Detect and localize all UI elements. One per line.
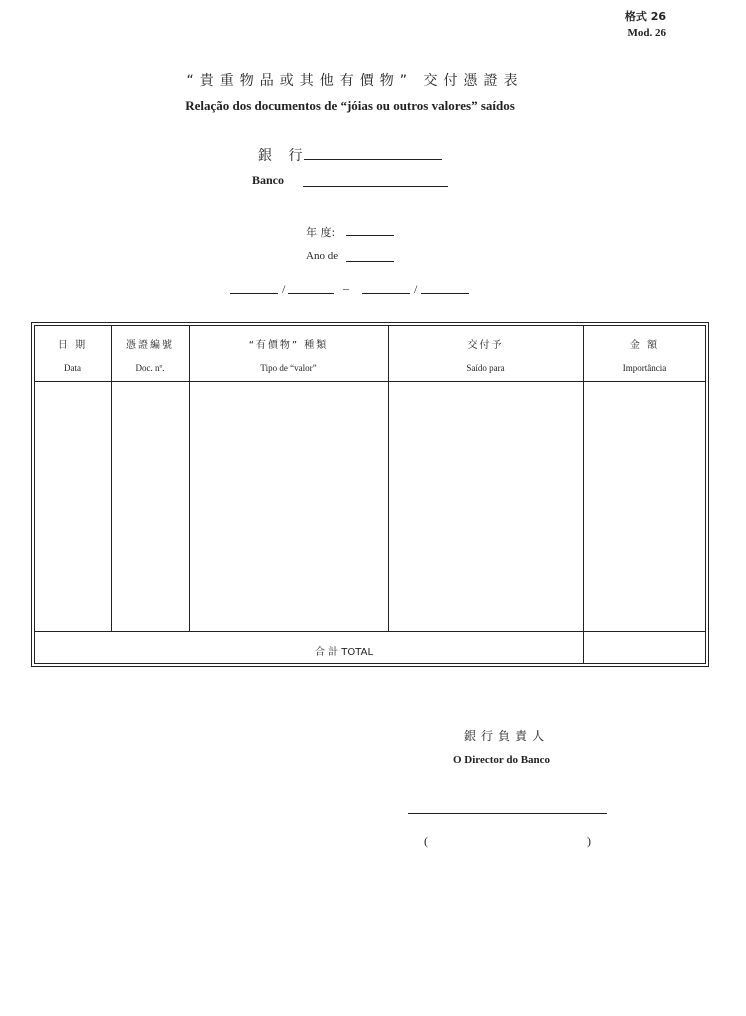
bank-cjk-fill-line[interactable] xyxy=(304,159,442,160)
col-header-type-cjk: “有價物” 種類 xyxy=(248,340,329,351)
col-header-amount-pt: Importância xyxy=(622,363,667,373)
title-cjk: “貴重物品或其他有價物” 交付憑證表 xyxy=(186,73,524,89)
col-header-doc-pt: Doc. nº. xyxy=(135,363,165,373)
col-header-date-cjk: 日 期 xyxy=(57,340,88,351)
col-header-date-pt: Data xyxy=(64,363,81,373)
name-open-paren: ( xyxy=(424,834,428,848)
total-amount-cell[interactable] xyxy=(584,632,705,663)
signature-line[interactable] xyxy=(408,813,607,814)
col-header-recipient-pt: Saído para xyxy=(466,363,505,373)
col-header-amount-cjk: 金 額 xyxy=(629,340,660,351)
period-end-month-line[interactable] xyxy=(421,293,469,294)
bank-label-cjk: 銀 行 xyxy=(258,148,309,164)
total-label: 合 計 TOTAL xyxy=(314,647,374,658)
period-end-day-line[interactable] xyxy=(362,293,410,294)
col-header-type-pt: Tipo de “valor” xyxy=(260,363,317,373)
director-label-cjk: 銀行負責人 xyxy=(464,729,550,743)
cell-recipient[interactable] xyxy=(389,382,583,631)
period-start-slash: / xyxy=(282,282,286,296)
col-header-doc-cjk: 憑證編號 xyxy=(126,340,174,351)
year-cjk-fill-line[interactable] xyxy=(346,235,394,236)
title-pt: Relação dos documentos de “jóias ou outros valores” saídos xyxy=(185,98,515,113)
form-code-pt: Mod. 26 xyxy=(627,27,666,39)
year-label-cjk: 年 度: xyxy=(306,226,336,239)
name-close-paren: ) xyxy=(587,834,591,848)
year-pt-fill-line[interactable] xyxy=(346,261,394,262)
cell-amount[interactable] xyxy=(584,382,705,631)
year-label-pt: Ano de xyxy=(306,250,339,262)
period-dash: – xyxy=(343,281,349,295)
bank-label-pt: Banco xyxy=(252,173,285,187)
cell-value-type[interactable] xyxy=(190,382,388,631)
period-start-day-line[interactable] xyxy=(230,293,278,294)
printed-name-field[interactable] xyxy=(436,830,582,850)
period-end-slash: / xyxy=(414,282,418,296)
col-header-recipient-cjk: 交付予 xyxy=(467,340,504,351)
period-start-month-line[interactable] xyxy=(288,293,334,294)
bank-pt-fill-line[interactable] xyxy=(303,186,448,187)
cell-date[interactable] xyxy=(35,382,111,631)
cell-doc-number[interactable] xyxy=(112,382,189,631)
director-label-pt: O Director do Banco xyxy=(453,754,551,766)
form-code xyxy=(625,8,666,42)
form-code-cjk: 格式 26 xyxy=(624,10,666,23)
